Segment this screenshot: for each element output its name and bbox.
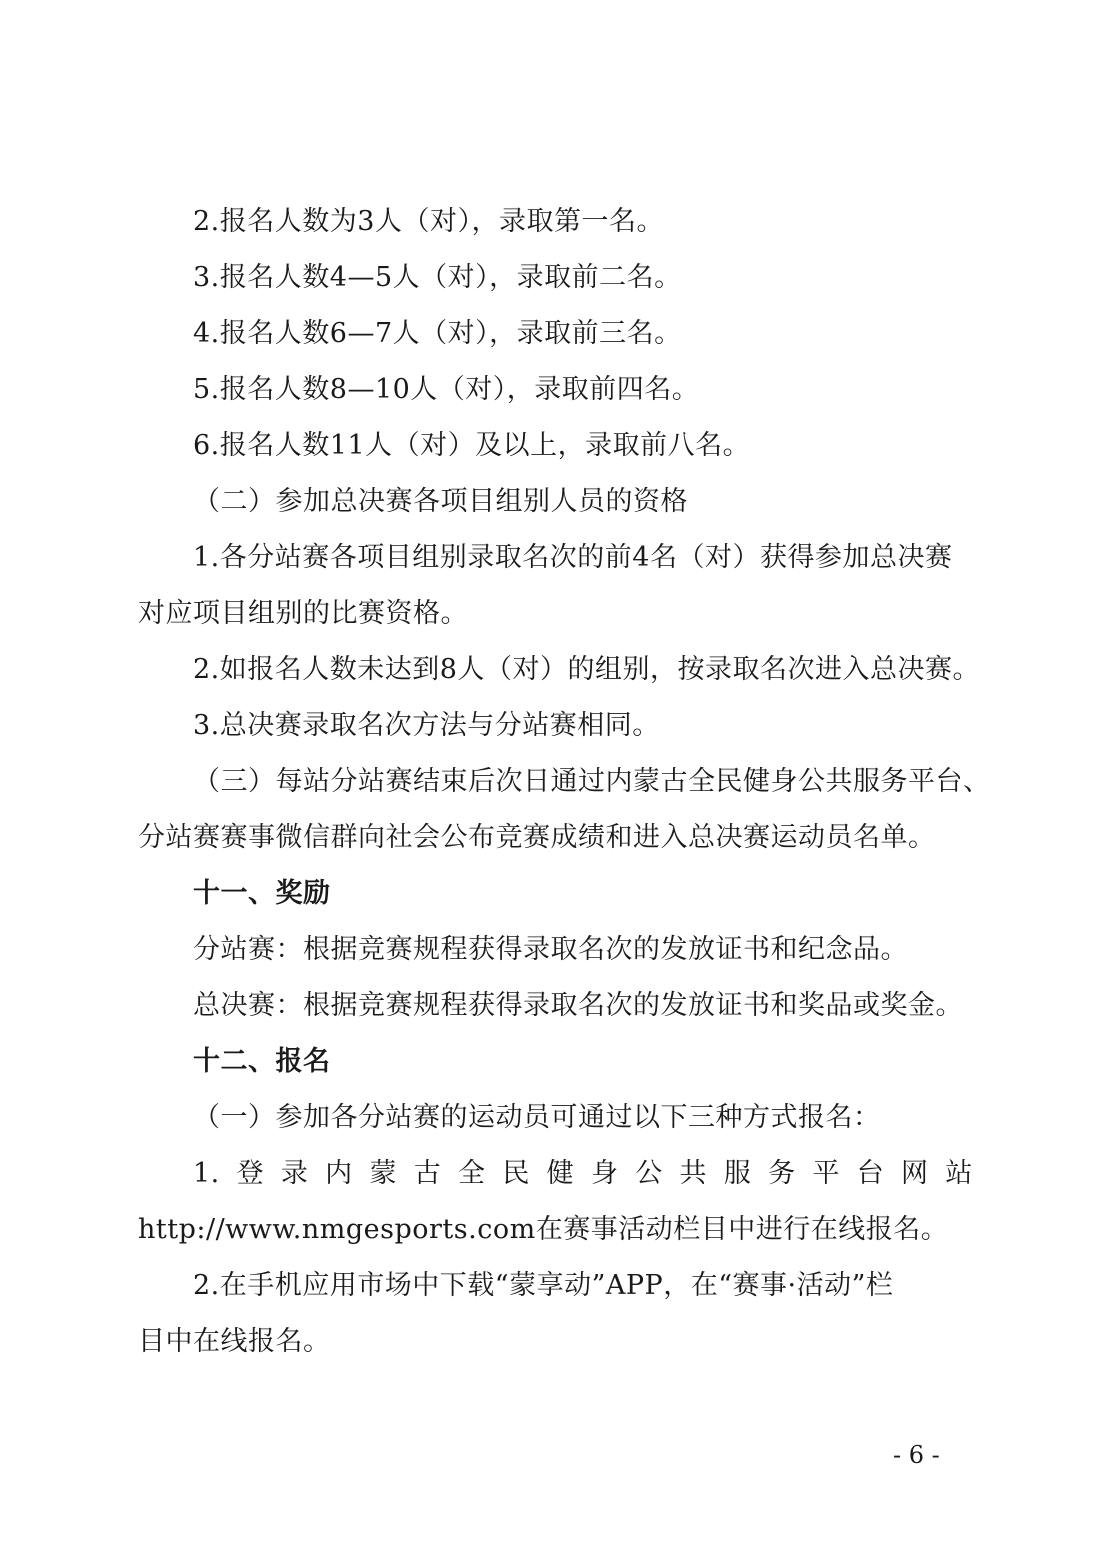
word: 站 [945, 1158, 973, 1189]
word: 公 [635, 1158, 663, 1189]
word: 登 [236, 1158, 265, 1189]
qualification-item-3: 3.总决赛录取名次方法与分站赛相同。 [193, 710, 660, 741]
rule-item-6: 6.报名人数11人（对）及以上，录取前八名。 [193, 430, 751, 461]
word: 共 [679, 1158, 708, 1189]
qualification-item-1: 1.各分站赛各项目组别录取名次的前4名（对）获得参加总决赛 [193, 542, 953, 573]
section-11-heading: 十一、奖励 [193, 878, 331, 909]
registration-method-1-url: http://www.nmgesports.com在赛事活动栏目中进行在线报名。 [138, 1214, 949, 1245]
word: 身 [590, 1158, 619, 1189]
word: 务 [768, 1158, 796, 1189]
word: 台 [856, 1158, 885, 1189]
word: 网 [901, 1158, 929, 1189]
section-12-heading: 十二、报名 [193, 1046, 331, 1077]
subsection-2-title: （二）参加总决赛各项目组别人员的资格 [193, 486, 688, 517]
qualification-item-2: 2.如报名人数未达到8人（对）的组别，按录取名次进入总决赛。 [193, 654, 980, 685]
rule-item-2: 2.报名人数为3人（对），录取第一名。 [193, 206, 664, 237]
rule-item-4: 4.报名人数6—7人（对），录取前三名。 [193, 318, 682, 349]
registration-intro: （一）参加各分站赛的运动员可通过以下三种方式报名： [193, 1102, 881, 1133]
word: 服 [723, 1158, 752, 1189]
word: 平 [812, 1158, 840, 1189]
subsection-3-paragraph-cont: 分站赛赛事微信群向社会公布竞赛成绩和进入总决赛运动员名单。 [138, 822, 936, 853]
qualification-item-1-cont: 对应项目组别的比赛资格。 [138, 598, 468, 629]
rule-item-5: 5.报名人数8—10人（对），录取前四名。 [193, 374, 700, 405]
word: 全 [458, 1158, 486, 1189]
reward-final: 总决赛：根据竞赛规程获得录取名次的发放证书和奖品或奖金。 [193, 990, 963, 1021]
word: 录 [280, 1158, 309, 1189]
word: 民 [502, 1158, 530, 1189]
reward-stage: 分站赛：根据竞赛规程获得录取名次的发放证书和纪念品。 [193, 934, 908, 965]
word: 内 [325, 1158, 353, 1189]
rule-item-3: 3.报名人数4—5人（对），录取前二名。 [193, 262, 682, 293]
page-number: - 6 - [893, 1441, 940, 1469]
subsection-3-paragraph: （三）每站分站赛结束后次日通过内蒙古全民健身公共服务平台、 [193, 766, 991, 797]
registration-method-1 [193, 1157, 973, 1191]
registration-method-2: 2.在手机应用市场中下载“蒙享动”APP，在“赛事·活动”栏 [193, 1270, 894, 1301]
word: 健 [546, 1158, 575, 1189]
word: 古 [413, 1158, 442, 1189]
word: 1. [193, 1158, 220, 1189]
word: 蒙 [369, 1158, 397, 1189]
registration-method-2-cont: 目中在线报名。 [138, 1326, 331, 1357]
